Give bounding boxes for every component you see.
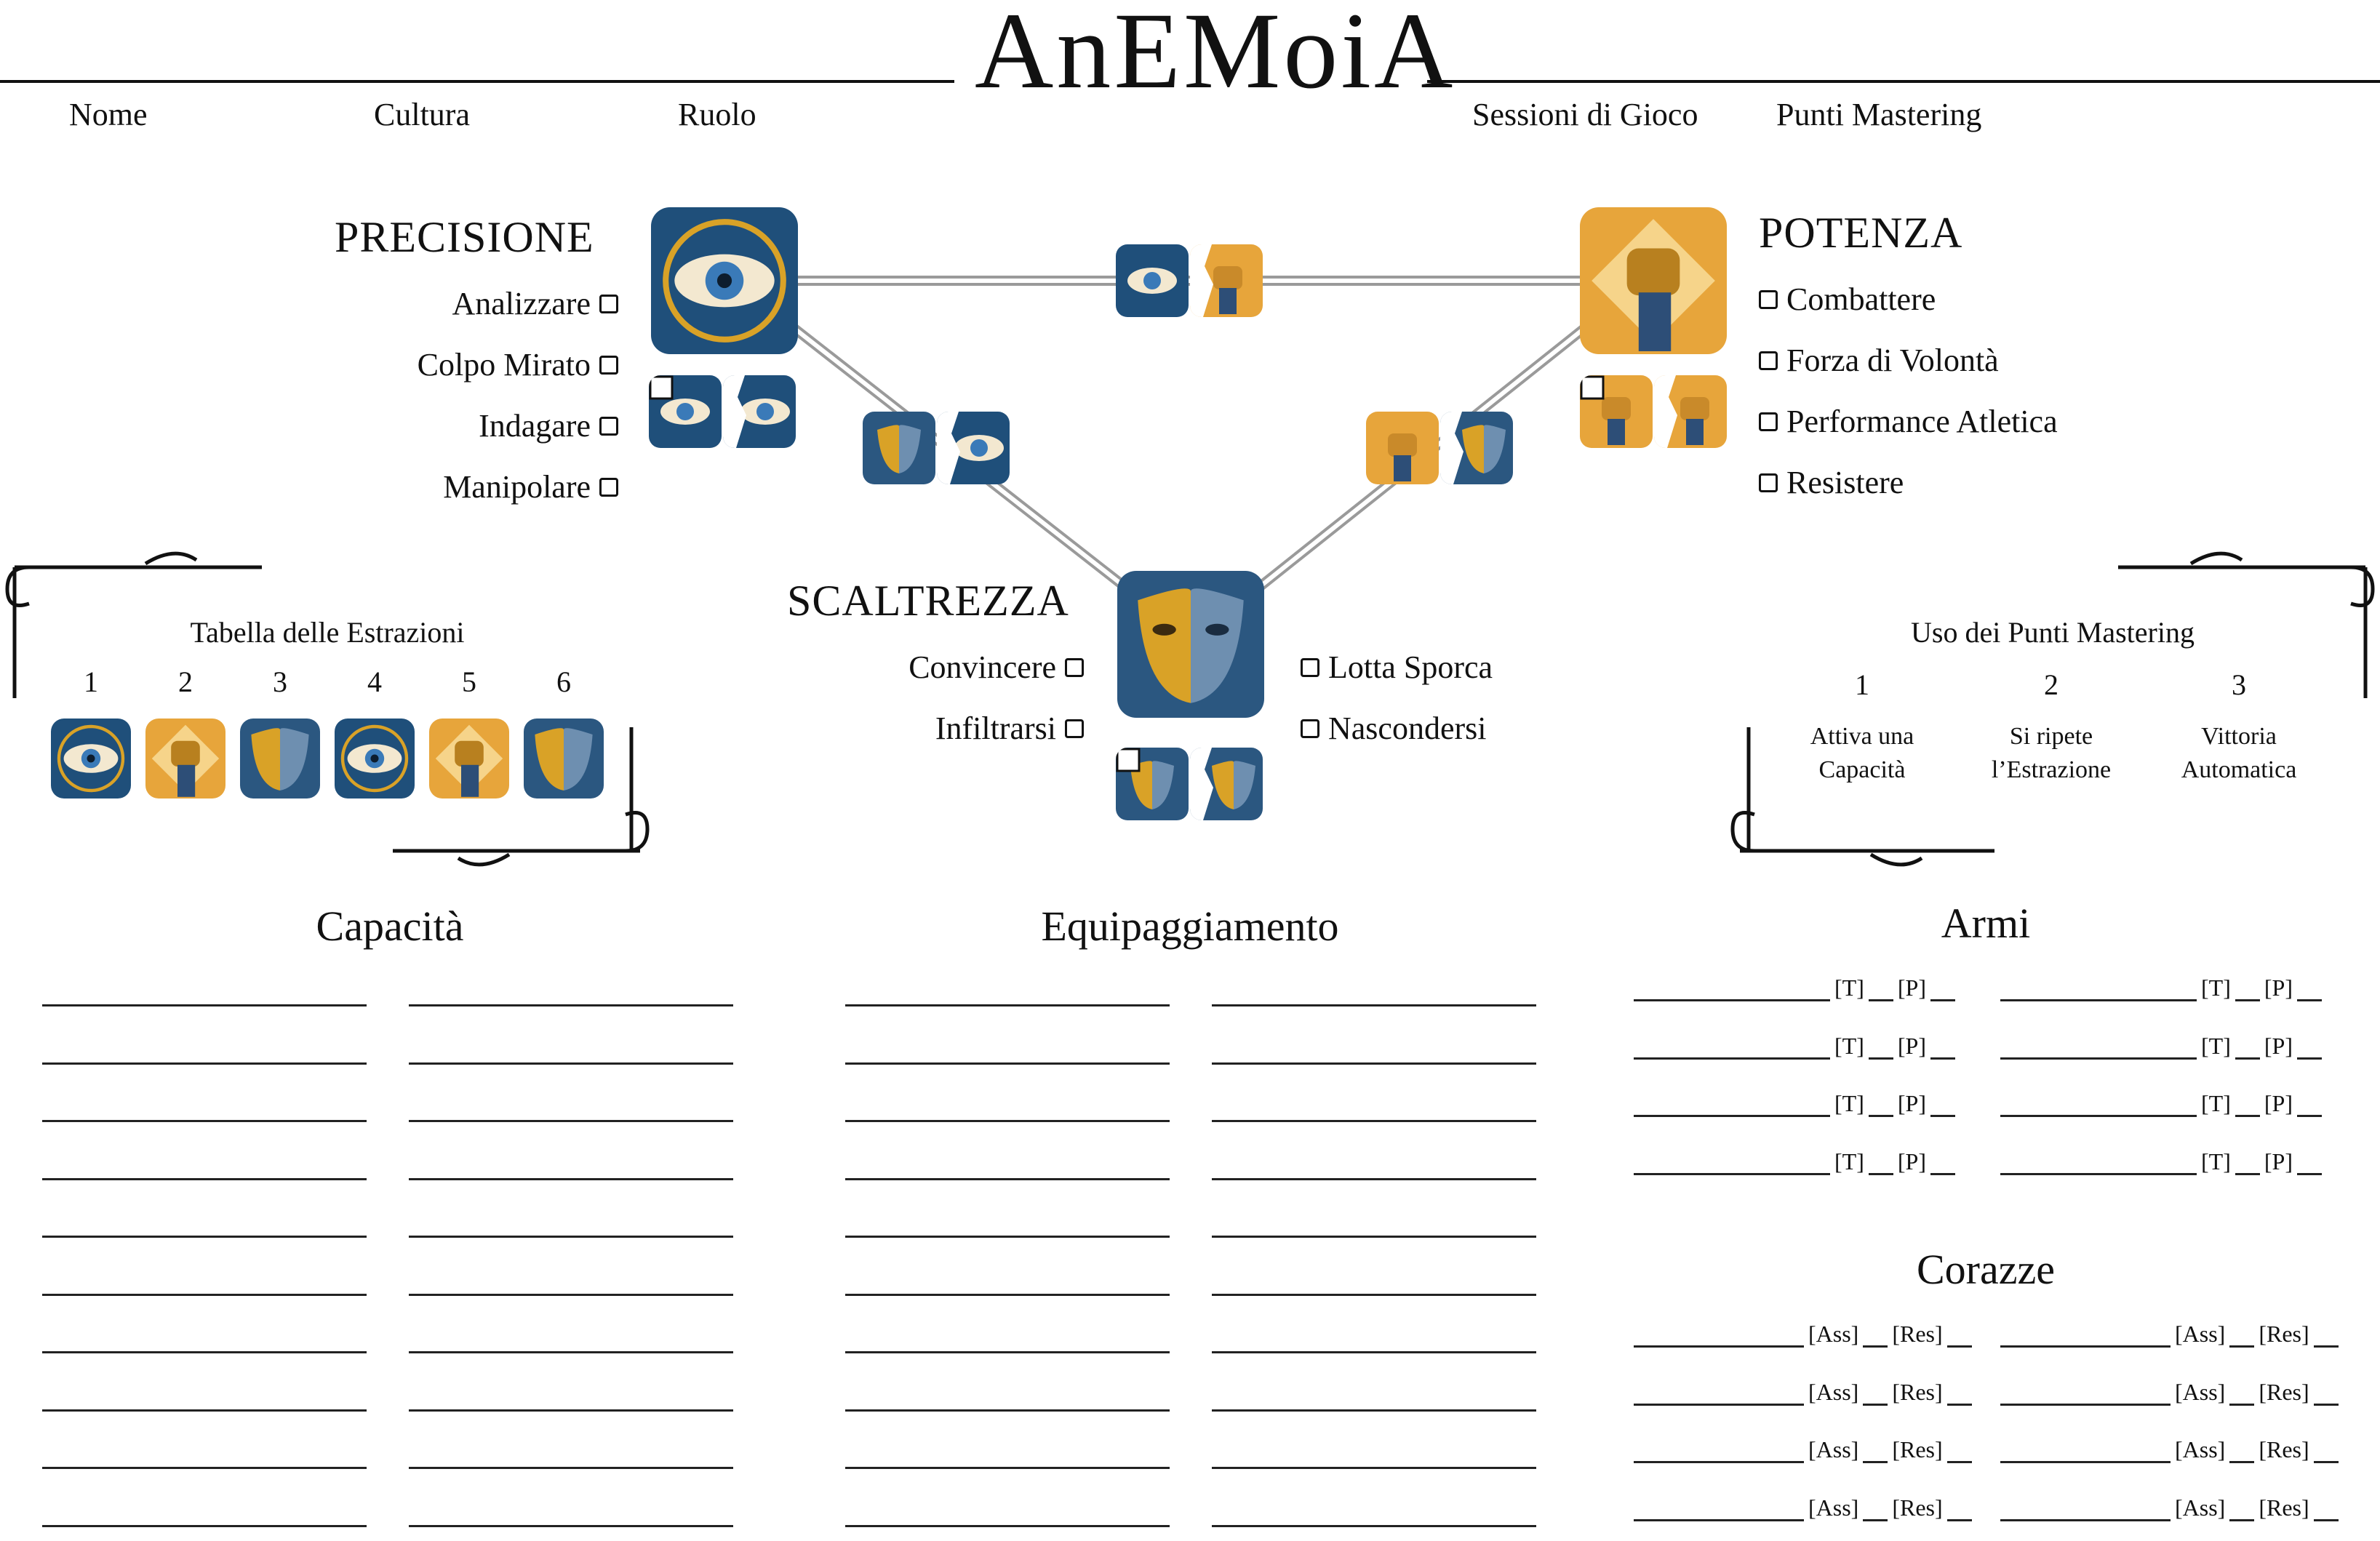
value-blank[interactable]	[1869, 1167, 1893, 1175]
write-in-line[interactable]	[42, 1062, 367, 1065]
value-blank[interactable]	[2229, 1398, 2254, 1406]
value-blank[interactable]	[1863, 1455, 1888, 1463]
skill-label: Forza di Volontà	[1786, 343, 1999, 378]
equipment-row[interactable]	[2000, 1148, 2326, 1175]
draw-number: 6	[556, 665, 571, 698]
tag-label: [T]	[2201, 1148, 2231, 1174]
name-blank[interactable]	[1634, 1052, 1830, 1060]
skill-analizzare[interactable]	[291, 285, 618, 322]
skill-infiltrarsi[interactable]	[756, 710, 1084, 747]
tag-label: [P]	[1897, 1090, 1926, 1116]
mask-icon	[1117, 571, 1264, 718]
value-blank[interactable]	[2235, 1167, 2260, 1175]
tag-label: [P]	[1897, 974, 1926, 1001]
skill-label: Indagare	[479, 408, 591, 444]
write-in-line[interactable]	[1212, 1236, 1536, 1238]
equipment-row[interactable]	[1634, 1436, 1976, 1463]
mastering-number: 2	[2044, 668, 2058, 701]
skill-label: Colpo Mirato	[417, 347, 591, 383]
mastering-label-line1: Vittoria	[2201, 723, 2277, 750]
write-in-line[interactable]	[409, 1062, 733, 1065]
write-in-line[interactable]	[845, 1351, 1170, 1353]
skill-checkbox[interactable]	[1065, 658, 1084, 677]
equipment-row[interactable]	[1634, 1321, 1976, 1348]
skill-checkbox[interactable]	[1759, 351, 1778, 370]
ornament-frame-right	[1725, 538, 2380, 887]
draw-number: 5	[462, 665, 476, 698]
skill-resistere[interactable]	[1759, 464, 1904, 501]
write-in-line[interactable]	[845, 1120, 1170, 1122]
skill-label: Performance Atletica	[1786, 404, 2058, 439]
write-in-line[interactable]	[409, 1467, 733, 1469]
skill-checkbox[interactable]	[1301, 719, 1319, 738]
draw-number: 2	[178, 665, 193, 698]
write-in-line[interactable]	[42, 1236, 367, 1238]
value-blank[interactable]	[1947, 1398, 1972, 1406]
write-in-line[interactable]	[1212, 1409, 1536, 1412]
field-label: Ruolo	[678, 97, 756, 132]
mastering-label-line1: Attiva una	[1810, 723, 1914, 750]
eye-icon	[723, 375, 796, 448]
tag-label: [Res]	[1892, 1321, 1943, 1347]
eye-icon	[937, 412, 1010, 484]
skill-label: Resistere	[1786, 465, 1904, 500]
value-blank[interactable]	[2235, 993, 2260, 1001]
skill-label: Nascondersi	[1328, 711, 1487, 746]
value-blank[interactable]	[2229, 1455, 2254, 1463]
section-corazze-title: Corazze	[1917, 1246, 2055, 1293]
tag-label: [T]	[2201, 1032, 2231, 1059]
write-in-line[interactable]	[845, 1409, 1170, 1412]
write-in-line[interactable]	[1212, 1467, 1536, 1469]
write-in-line[interactable]	[42, 1525, 367, 1527]
tag-label: [T]	[2201, 1090, 2231, 1116]
skill-checkbox[interactable]	[1759, 412, 1778, 431]
write-in-line[interactable]	[42, 1467, 367, 1469]
name-blank[interactable]	[2000, 1455, 2171, 1463]
fist-icon	[1366, 412, 1439, 484]
write-in-line[interactable]	[1212, 1062, 1536, 1065]
tag-label: [T]	[1834, 1090, 1864, 1116]
name-blank[interactable]	[2000, 993, 2197, 1001]
write-in-line[interactable]	[1212, 1351, 1536, 1353]
equipment-row[interactable]	[2000, 974, 2326, 1001]
mastering-label-line2: l’Estrazione	[1991, 756, 2112, 783]
tag-label: [Res]	[2259, 1494, 2309, 1521]
fist-icon	[429, 719, 509, 798]
value-blank[interactable]	[2314, 1340, 2339, 1348]
value-blank[interactable]	[2314, 1398, 2339, 1406]
value-blank[interactable]	[1869, 1109, 1893, 1117]
name-blank[interactable]	[1634, 1455, 1804, 1463]
value-blank[interactable]	[2235, 1109, 2260, 1117]
tag-label: [P]	[2264, 1032, 2293, 1059]
skill-performance-atletica[interactable]	[1759, 403, 2058, 440]
equipment-row[interactable]	[1634, 1148, 1960, 1175]
draw-number: 3	[273, 665, 287, 698]
value-blank[interactable]	[1947, 1513, 1972, 1521]
skill-convincere[interactable]	[756, 649, 1084, 686]
equipment-row[interactable]	[1634, 1090, 1960, 1117]
name-blank[interactable]	[1634, 993, 1830, 1001]
write-in-line[interactable]	[409, 1294, 733, 1296]
mask-icon	[1440, 412, 1513, 484]
skill-colpo-mirato[interactable]	[291, 346, 618, 383]
field-label: Sessioni di Gioco	[1472, 97, 1698, 132]
eye-icon	[335, 719, 415, 798]
write-in-line[interactable]	[409, 1236, 733, 1238]
tag-label: [Res]	[2259, 1378, 2309, 1405]
write-in-line[interactable]	[409, 1004, 733, 1006]
write-in-line[interactable]	[1212, 1525, 1536, 1527]
write-in-line[interactable]	[845, 1236, 1170, 1238]
write-in-line[interactable]	[845, 1525, 1170, 1527]
skill-combattere[interactable]	[1759, 281, 1936, 318]
skill-manipolare[interactable]	[291, 468, 618, 505]
skill-checkbox[interactable]	[1759, 473, 1778, 492]
write-in-line[interactable]	[1212, 1294, 1536, 1296]
tag-label: [P]	[1897, 1032, 1926, 1059]
write-in-line[interactable]	[409, 1351, 733, 1353]
write-in-line[interactable]	[42, 1178, 367, 1180]
value-blank[interactable]	[1863, 1513, 1888, 1521]
fist-icon[interactable]	[1580, 375, 1653, 448]
field-label: Nome	[69, 97, 148, 132]
value-blank[interactable]	[2297, 1167, 2322, 1175]
mastering-number: 1	[1855, 668, 1869, 701]
value-blank[interactable]	[1863, 1398, 1888, 1406]
tag-label: [Res]	[1892, 1494, 1943, 1521]
value-blank[interactable]	[2314, 1513, 2339, 1521]
mastering-label-line2: Capacità	[1818, 756, 1906, 783]
value-blank[interactable]	[2229, 1513, 2254, 1521]
skill-forza-di-volonta[interactable]	[1759, 342, 1999, 379]
fist-icon	[1580, 207, 1727, 354]
value-blank[interactable]	[1869, 993, 1893, 1001]
field-label: Cultura	[374, 97, 470, 132]
write-in-line[interactable]	[845, 1178, 1170, 1180]
field-label: Punti Mastering	[1776, 97, 1982, 132]
write-in-line[interactable]	[42, 1351, 367, 1353]
tag-label: [Res]	[2259, 1321, 2309, 1347]
write-in-line[interactable]	[1212, 1120, 1536, 1122]
write-in-line[interactable]	[42, 1120, 367, 1122]
attr-potenza-title: POTENZA	[1759, 209, 1963, 257]
skill-label: Manipolare	[443, 469, 591, 505]
mastering-label-line2: Automatica	[2181, 756, 2297, 783]
tag-label: [T]	[1834, 1148, 1864, 1174]
tag-label: [Ass]	[2175, 1321, 2226, 1347]
write-in-line[interactable]	[42, 1294, 367, 1296]
write-in-line[interactable]	[409, 1178, 733, 1180]
tag-label: [T]	[1834, 974, 1864, 1001]
name-blank[interactable]	[1634, 1340, 1804, 1348]
skill-label: Lotta Sporca	[1328, 649, 1493, 685]
name-blank[interactable]	[2000, 1513, 2171, 1521]
equipment-row[interactable]	[1634, 974, 1960, 1001]
value-blank[interactable]	[1863, 1340, 1888, 1348]
tag-label: [Res]	[2259, 1436, 2309, 1462]
eye-icon[interactable]	[649, 375, 722, 448]
draw-table-title: Tabella delle Estrazioni	[190, 616, 465, 649]
value-blank[interactable]	[1930, 1052, 1955, 1060]
value-blank[interactable]	[1947, 1455, 1972, 1463]
attr-scaltrezza-title: SCALTREZZA	[787, 577, 1069, 625]
name-blank[interactable]	[1634, 1398, 1804, 1406]
tag-label: [P]	[2264, 1148, 2293, 1174]
name-blank[interactable]	[2000, 1167, 2197, 1175]
skill-checkbox[interactable]	[1065, 719, 1084, 738]
section-armi-title: Armi	[1941, 900, 2031, 947]
name-blank[interactable]	[1634, 1167, 1830, 1175]
value-blank[interactable]	[2297, 993, 2322, 1001]
draw-number: 1	[84, 665, 98, 698]
name-blank[interactable]	[1634, 1513, 1804, 1521]
value-blank[interactable]	[2297, 1109, 2322, 1117]
tag-label: [Ass]	[2175, 1436, 2226, 1462]
tag-label: [P]	[1897, 1148, 1926, 1174]
fist-icon	[145, 719, 225, 798]
tag-label: [Ass]	[1808, 1436, 1859, 1462]
skill-checkbox[interactable]	[599, 478, 618, 497]
name-blank[interactable]	[1634, 1109, 1830, 1117]
eye-icon	[651, 207, 798, 354]
mask-icon	[1190, 748, 1263, 820]
write-in-line[interactable]	[845, 1294, 1170, 1296]
write-in-line[interactable]	[1212, 1178, 1536, 1180]
tag-label: [T]	[1834, 1032, 1864, 1059]
tag-label: [Ass]	[2175, 1378, 2226, 1405]
name-blank[interactable]	[2000, 1340, 2171, 1348]
skill-label: Convincere	[909, 649, 1056, 685]
fist-icon	[1654, 375, 1727, 448]
skill-indagare[interactable]	[291, 407, 618, 444]
write-in-line[interactable]	[845, 1062, 1170, 1065]
section-equipaggiamento-title: Equipaggiamento	[1041, 902, 1339, 950]
attr-precisione-title: PRECISIONE	[335, 213, 594, 261]
tag-label: [Res]	[1892, 1436, 1943, 1462]
tag-label: [Ass]	[1808, 1494, 1859, 1521]
value-blank[interactable]	[1869, 1052, 1893, 1060]
write-in-line[interactable]	[845, 1467, 1170, 1469]
skill-checkbox[interactable]	[1759, 290, 1778, 309]
value-blank[interactable]	[2229, 1340, 2254, 1348]
eye-icon	[1116, 244, 1189, 317]
skill-label: Analizzare	[452, 286, 591, 321]
name-blank[interactable]	[2000, 1052, 2197, 1060]
write-in-line[interactable]	[845, 1004, 1170, 1006]
eye-icon	[51, 719, 131, 798]
ornament-frame-left	[0, 538, 655, 887]
equipment-row[interactable]	[2000, 1436, 2343, 1463]
value-blank[interactable]	[2235, 1052, 2260, 1060]
write-in-line[interactable]	[409, 1525, 733, 1527]
write-in-line[interactable]	[409, 1409, 733, 1412]
write-in-line[interactable]	[42, 1004, 367, 1006]
tag-label: [Res]	[1892, 1378, 1943, 1405]
write-in-line[interactable]	[1212, 1004, 1536, 1006]
equipment-row[interactable]	[2000, 1379, 2343, 1406]
equipment-row[interactable]	[1634, 1494, 1976, 1521]
equipment-row[interactable]	[2000, 1494, 2343, 1521]
equipment-row[interactable]	[2000, 1090, 2326, 1117]
write-in-line[interactable]	[42, 1409, 367, 1412]
mastering-label-line1: Si ripete	[2009, 723, 2093, 750]
section-capacita-title: Capacità	[316, 902, 464, 950]
skill-label: Infiltrarsi	[935, 711, 1056, 746]
equipment-row[interactable]	[1634, 1033, 1960, 1060]
equipment-row[interactable]	[1634, 1379, 1976, 1406]
skill-checkbox[interactable]	[599, 356, 618, 375]
value-blank[interactable]	[1930, 1167, 1955, 1175]
name-blank[interactable]	[2000, 1398, 2171, 1406]
skill-nascondersi[interactable]	[1301, 710, 1487, 747]
value-blank[interactable]	[2314, 1455, 2339, 1463]
skill-checkbox[interactable]	[599, 295, 618, 313]
tag-label: [P]	[2264, 1090, 2293, 1116]
name-blank[interactable]	[2000, 1109, 2197, 1117]
skill-checkbox[interactable]	[599, 417, 618, 436]
value-blank[interactable]	[1930, 1109, 1955, 1117]
mastering-number: 3	[2232, 668, 2246, 701]
tag-label: [P]	[2264, 974, 2293, 1001]
equipment-row[interactable]	[2000, 1321, 2343, 1348]
mask-icon	[524, 719, 604, 798]
draw-number: 4	[367, 665, 382, 698]
tag-label: [Ass]	[1808, 1321, 1859, 1347]
value-blank[interactable]	[1930, 993, 1955, 1001]
mask-icon	[863, 412, 935, 484]
skill-lotta-sporca[interactable]	[1301, 649, 1493, 686]
fist-icon	[1190, 244, 1263, 317]
tag-label: [Ass]	[1808, 1378, 1859, 1405]
skill-checkbox[interactable]	[1301, 658, 1319, 677]
value-blank[interactable]	[2297, 1052, 2322, 1060]
tag-label: [T]	[2201, 974, 2231, 1001]
title-text: AnEMoiA	[975, 0, 1456, 111]
write-in-line[interactable]	[409, 1120, 733, 1122]
skill-label: Combattere	[1786, 281, 1936, 317]
tag-label: [Ass]	[2175, 1494, 2226, 1521]
value-blank[interactable]	[1947, 1340, 1972, 1348]
equipment-row[interactable]	[2000, 1033, 2326, 1060]
mask-icon[interactable]	[1116, 748, 1189, 820]
mask-icon	[240, 719, 320, 798]
mastering-title: Uso dei Punti Mastering	[1911, 616, 2195, 649]
